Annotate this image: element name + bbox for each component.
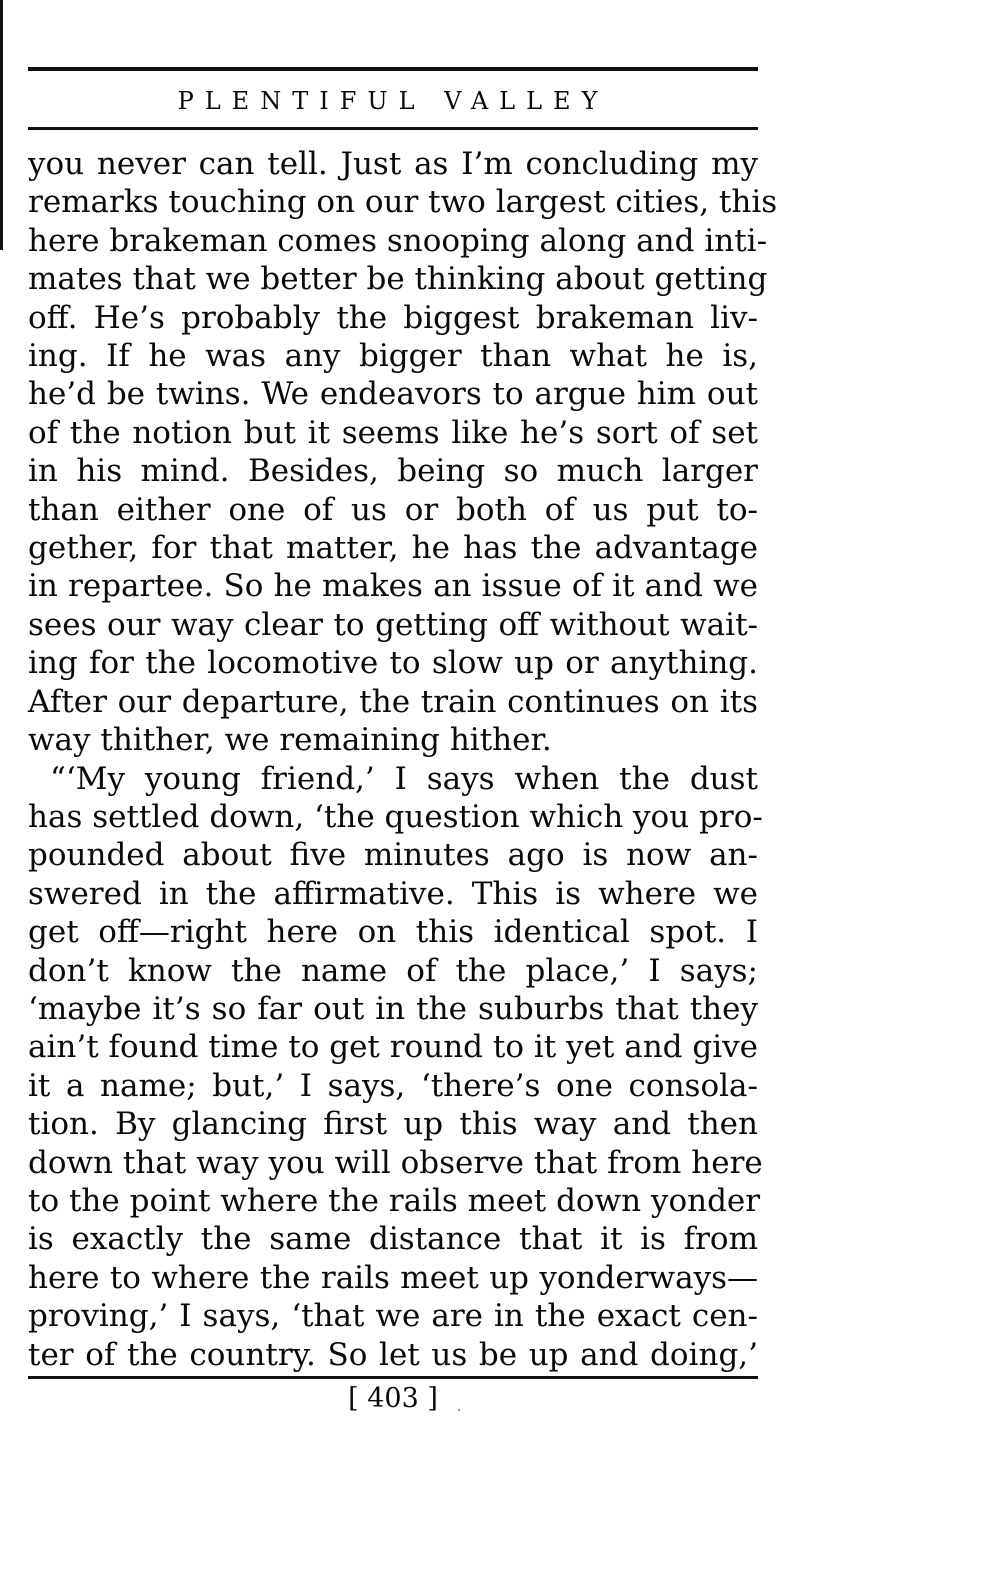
text-line: get off—right here on this identical spot. I	[28, 914, 758, 951]
text-line: you never can tell. Just as I’m concluding my	[28, 146, 758, 182]
text-line: ‘maybe it’s so far out in the suburbs that they	[28, 990, 758, 1027]
text-line: sees our way clear to getting off without wait-	[28, 606, 758, 643]
text-line: off. He’s probably the biggest brakeman liv-	[28, 299, 758, 336]
text-line: “‘My young friend,’ I says when the dust	[50, 760, 758, 797]
text-line: he’d be twins. We endeavors to argue him out	[28, 376, 758, 413]
text-line: here to where the rails meet up yonderways—	[28, 1259, 758, 1296]
body-text	[28, 145, 778, 1374]
text-line: in repartee. So he makes an issue of it and we	[28, 568, 758, 605]
text-line: proving,’ I says, ‘that we are in the exact cen-	[28, 1298, 758, 1335]
text-line: of the notion but it seems like he’s sort of set	[28, 414, 758, 451]
text-line: don’t know the name of the place,’ I says;	[28, 952, 758, 989]
text-line: remarks touching on our two largest cities, this	[28, 184, 778, 221]
page-binding-edge	[0, 0, 3, 250]
text-line: is exactly the same distance that it is from	[28, 1221, 758, 1258]
print-speck	[458, 1409, 460, 1411]
text-line: has settled down, ‘the question which you pro-	[28, 798, 763, 835]
text-line: way thither, we remaining hither.	[28, 722, 552, 759]
paragraph	[28, 145, 778, 760]
text-line: than either one of us or both of us put to-	[28, 491, 758, 528]
paragraph	[28, 760, 763, 1375]
text-line: in his mind. Besides, being so much larger	[28, 453, 758, 490]
text-line: swered in the affirmative. This is where we	[28, 875, 758, 912]
top-rule	[28, 67, 758, 71]
text-line: tion. By glancing first up this way and then	[28, 1106, 758, 1143]
text-line: ter of the country. So let us be up and doing,’	[28, 1336, 758, 1373]
page-number: [ 403 ]	[348, 1383, 438, 1414]
text-line: ain’t found time to get round to it yet and give	[28, 1029, 758, 1066]
running-head: PLENTIFUL VALLEY	[177, 87, 609, 115]
text-line: gether, for that matter, he has the advantage	[28, 530, 758, 567]
text-line: down that way you will observe that from here	[28, 1144, 763, 1181]
text-line: to the point where the rails meet down yonder	[28, 1182, 761, 1219]
text-line: here brakeman comes snooping along and inti-	[28, 222, 768, 259]
text-line: ing. If he was any bigger than what he is,	[28, 338, 758, 375]
text-line: mates that we better be thinking about getting	[28, 261, 768, 298]
text-line: it a name; but,’ I says, ‘there’s one consola-	[28, 1067, 758, 1104]
text-line: ing for the locomotive to slow up or anything.	[28, 645, 758, 682]
footer-rule	[28, 1376, 758, 1379]
text-line: pounded about five minutes ago is now an-	[28, 837, 758, 874]
header-rule	[28, 127, 758, 130]
text-line: After our departure, the train continues on its	[28, 683, 758, 720]
